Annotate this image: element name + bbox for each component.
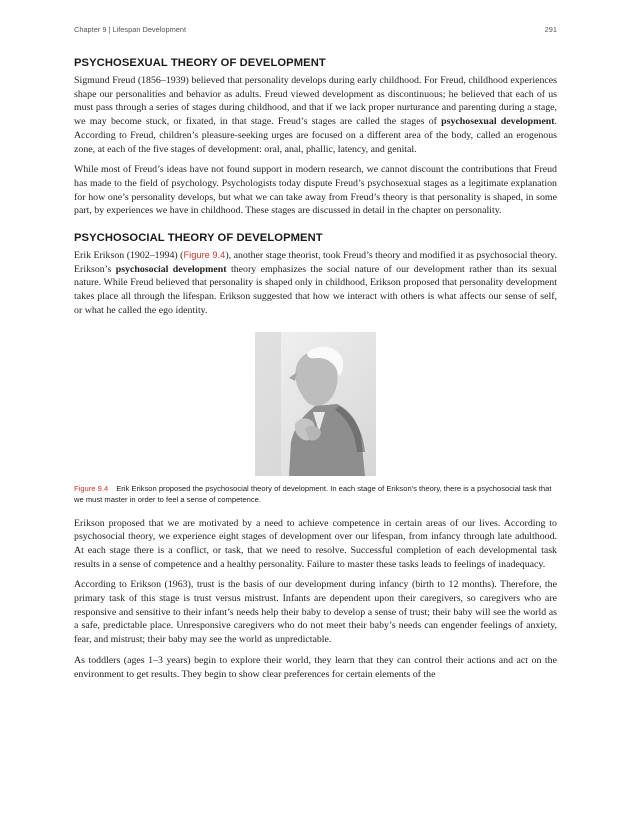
text-run: Sigmund Freud (1856–1939) believed that personality develops during early childhood. For Freud, childhood experiences shape our personalities and behavior as adults. Freud viewed development as discontinuous; he believed that each of us must pass through a series of stages during childhood, and that if we lack proper nurturance and parenting during a stage, we may become stuck, or fixated, in that stage. Freud’s stages are called the stages of [74, 75, 557, 128]
page-number: 291 [544, 25, 557, 34]
erikson-photo [255, 332, 376, 476]
paragraph-freud-contributions: While most of Freud’s ideas have not found support in modern research, we cannot discount the contributions that Freud has made to the field of psychology. Psychologists today dispute Freud’s psychosexual stages as a legitimate explanation for how one’s personality develops, but what we can take away from Freud’s theory is that personality is shaped, in some part, by experiences we have in childhood. These stages are discussed in detail in the chapter on personality. [74, 164, 557, 217]
text-run: theory emphasizes the social nature of our development rather than its sexual nature. While Freud believed that personality is shaped only in childhood, Erikson proposed that personality development takes place all through the lifespan. Erikson suggested that how we interact with others is what affects our sense of self, or what he called the ego identity. [74, 263, 557, 316]
figure-9-4 [74, 332, 557, 505]
paragraph-erikson-competence: Erikson proposed that we are motivated by a need to achieve competence in certain areas of our lives. According to psychosocial theory, we experience eight stages of development over our lifespan, from infancy through late adulthood. At each stage there is a conflict, or task, that we need to resolve. Successful completion of each developmental task results in a sense of competence and a healthy personality. Failure to master these tasks leads to feelings of inadequacy. [74, 517, 557, 570]
key-term-psychosexual: psychosexual development [441, 116, 555, 128]
text-run: Erik Erikson (1902–1994) ( [74, 250, 184, 262]
key-term-psychosocial: psychosocial development [115, 263, 227, 275]
caption-text: Erik Erikson proposed the psychosocial theory of development. In each stage of Erikson's theory, there is a psychosocial task that we must master in order to feel a sense of competence. [74, 483, 552, 504]
figure-label: Figure 9.4 [74, 483, 109, 493]
chapter-title: Chapter 9 | Lifespan Development [74, 25, 187, 34]
paragraph-trust-vs-mistrust: According to Erikson (1963), trust is the basis of our development during infancy (birth to 12 months). Therefore, the primary task of this stage is trust versus mistrust. Infants are dependent upon their caregivers, so caregivers who are responsive and sensitive to their infant’s needs help their baby to develop a sense of trust; their baby will see the world as a safe, predictable place. Unresponsive caregivers who do not meet their baby’s needs can engender feelings of anxiety, fear, and mistrust; their baby may see the world as unpredictable. [74, 579, 557, 646]
paragraph-erikson-intro [74, 249, 557, 318]
section-heading-psychosexual: PSYCHOSEXUAL THEORY OF DEVELOPMENT [74, 57, 326, 69]
text-run: . According to Freud, children’s pleasure-seeking urges are focused on a different area of the body, called an erogenous zone, at each of the five stages of development: oral, anal, phallic, latency, and genital. [74, 116, 558, 155]
paragraph-toddlers: As toddlers (ages 1–3 years) begin to explore their world, they learn that they can control their actions and act on the environment to get results. They begin to show clear preferences for certain elements of the [74, 654, 557, 680]
section-heading-psychosocial: PSYCHOSOCIAL THEORY OF DEVELOPMENT [74, 232, 323, 245]
page-content [74, 57, 557, 688]
paragraph-freud-intro [74, 74, 557, 156]
running-header [74, 25, 557, 37]
figure-caption [74, 483, 557, 505]
text-run: ), another stage theorist, took Freud’s theory and modified it as psychosocial theory. Erikson’s [74, 250, 558, 275]
figure-reference-link[interactable]: Figure 9.4 [183, 250, 226, 261]
portrait-image [255, 332, 376, 476]
